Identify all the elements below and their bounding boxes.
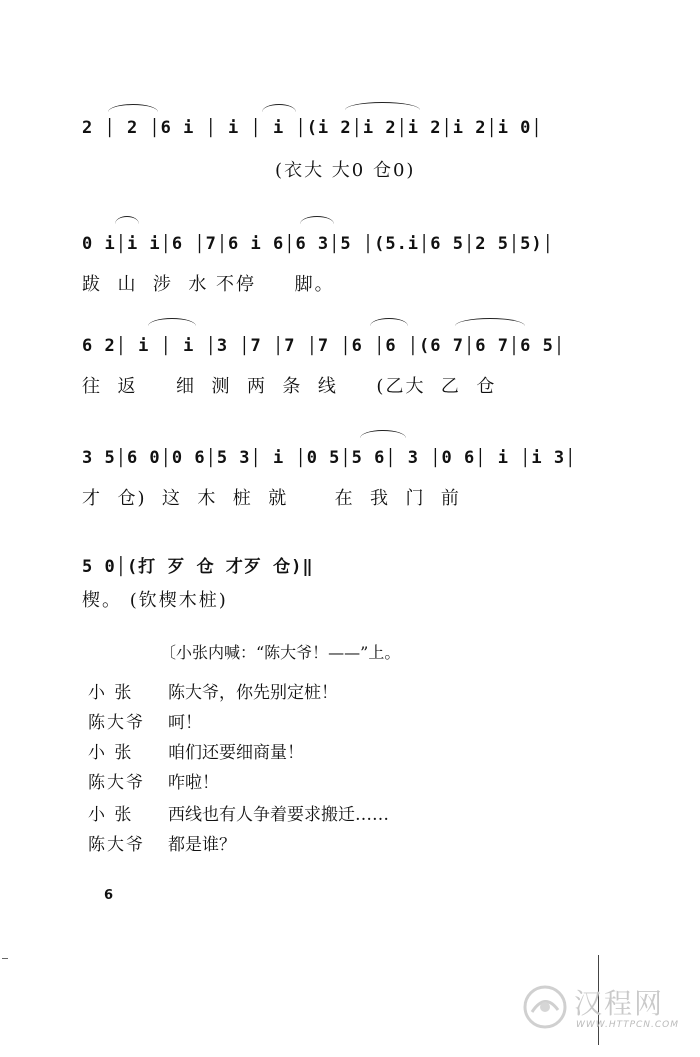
speaker-name: 小 张 (88, 683, 134, 703)
watermark-name: 汉程网 (574, 987, 665, 1020)
dialogue-text: 西线也有人争着要求搬迁…… (168, 805, 389, 825)
notation-row-1: 2 │ 2 │6 i │ i │ i │(i 2│i 2│i 2│i 2│i 0│ (82, 118, 543, 138)
slur-mark (370, 318, 408, 326)
slur-mark (360, 430, 406, 438)
lyric-row-1: (衣大 大0 仓0) (82, 160, 416, 181)
dialogue-line (88, 678, 338, 703)
watermark (516, 978, 696, 1048)
dialogue-line (88, 830, 236, 855)
divider (2, 958, 8, 959)
dialogue-line (88, 738, 304, 763)
slur-mark (262, 104, 296, 112)
lyric-row-4: 才 仓) 这 木 桩 就 在 我 门 前 (82, 488, 461, 509)
watermark-logo-icon (520, 982, 570, 1032)
slur-mark (345, 102, 420, 110)
dialogue-line (88, 800, 389, 825)
notation-row-5: 5 0│(打 歹 仓 才歹 仓)‖ (82, 557, 314, 577)
speaker-name: 陈大爷 (88, 835, 145, 855)
speaker-name: 陈大爷 (88, 773, 145, 793)
lyric-row-5: 楔。 (钦楔木桩) (82, 590, 228, 611)
speaker-name: 小 张 (88, 743, 134, 763)
lyric-row-3: 往 返 细 测 两 条 线 (乙大 乙 仓 (82, 376, 497, 397)
notation-row-3: 6 2│ i │ i │3 │7 │7 │7 │6 │6 │(6 7│6 7│6 5│ (82, 336, 566, 356)
slur-mark (300, 216, 334, 224)
lyric-row-2: 跋 山 涉 水 不停 脚。 (82, 274, 335, 295)
dialogue-text: 咋啦！ (168, 773, 219, 793)
slur-mark (148, 318, 196, 326)
dialogue-line (88, 768, 219, 793)
dialogue-text: 都是谁？ (168, 835, 236, 855)
slur-mark (115, 216, 139, 224)
stage-direction: 〔小张内喊：“陈大爷！——”上。 (160, 643, 401, 662)
speaker-name: 小 张 (88, 805, 134, 825)
dialogue-line (88, 708, 202, 733)
slur-mark (455, 318, 525, 326)
dialogue-text: 陈大爷，你先别定桩！ (168, 683, 338, 703)
notation-row-2: 0 i│i i│6 │7│6 i 6│6 3│5 │(5.i│6 5│2 5│5)│ (82, 234, 554, 254)
speaker-name: 陈大爷 (88, 713, 145, 733)
notation-row-4: 3 5│6 0│0 6│5 3│ i │0 5│5 6│ 3 │0 6│ i │i 3│ (82, 448, 577, 468)
watermark-url: WWW.HTTPCN.COM (576, 1020, 680, 1030)
dialogue-text: 呵！ (168, 713, 202, 733)
slur-mark (108, 104, 158, 112)
dialogue-text: 咱们还要细商量！ (168, 743, 304, 763)
page-number: 6 (104, 888, 114, 903)
